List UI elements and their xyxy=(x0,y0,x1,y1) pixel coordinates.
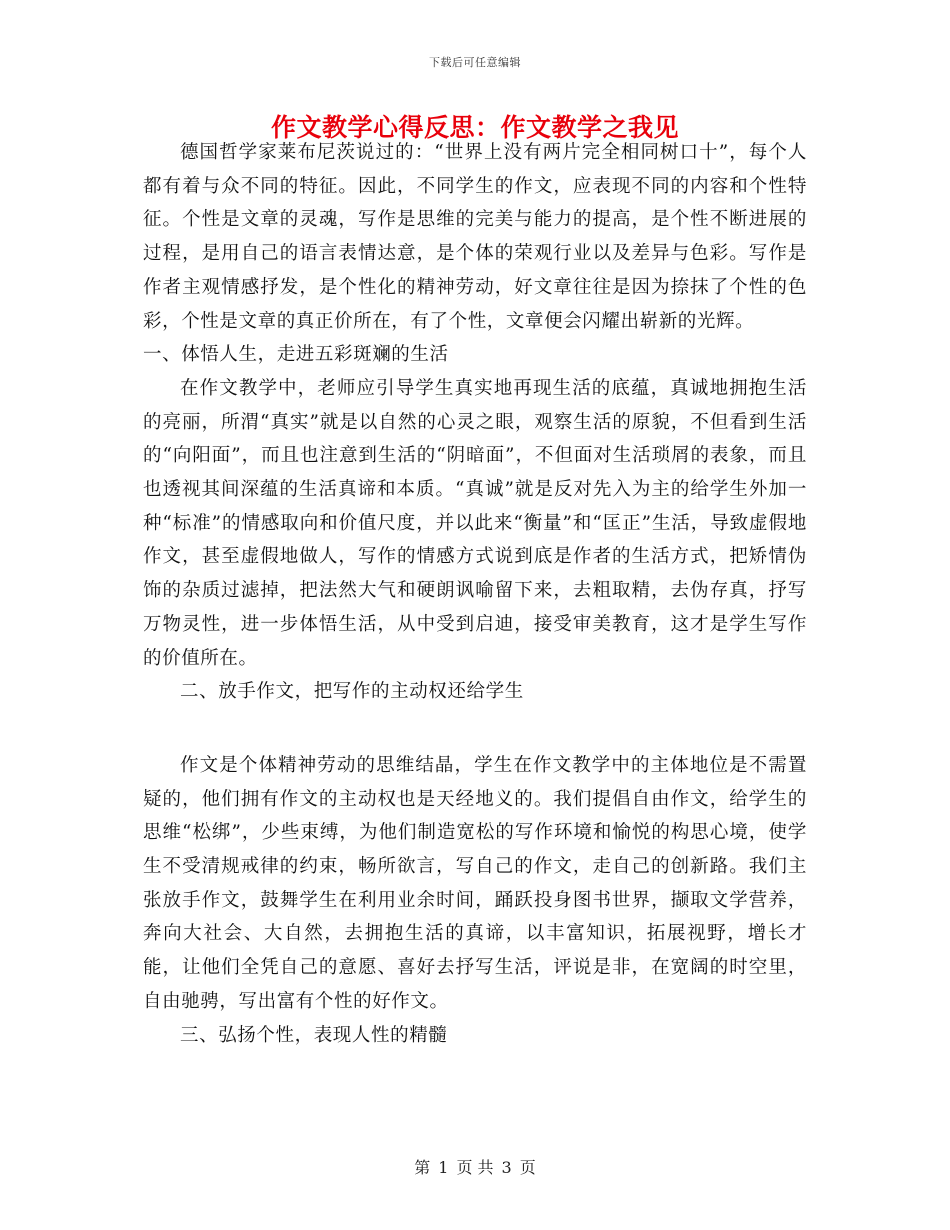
paragraph-gap xyxy=(143,709,807,749)
footer-suffix: 页 xyxy=(519,1158,536,1177)
paragraph-section-1: 在作文教学中，老师应引导学生真实地再现生活的底蕴，真诚地拥抱生活的亮丽，所渭“真实”就是以自然的心灵之眼，观察生活的原貌，不但看到生活的“向阳面”，而且也注意到生活的“阴暗面”，不但面对生活琐屑的表象，而且也透视其间深蕴的生活真谛和本质。“真诚”就是反对先入为主的给学生外加一种“标准”的情感取向和价值尺度，并以此来“衡量”和“匡正”生活，导致虚假地作文，甚至虚假地做人，写作的情感方式说到底是作者的生活方式，把矫情伪饰的杂质过滤掉，把法然大气和硬朗讽喻留下来，去粗取精，去伪存真，抒写万物灵性，进一步体悟生活，从中受到启迪，接受审美教育，这才是学生写作的价值所在。 xyxy=(143,377,807,669)
footer-page-number: 1 xyxy=(438,1158,449,1177)
paragraph-section-2: 作文是个体精神劳动的思维结晶，学生在作文教学中的主体地位是不需置疑的，他们拥有作文的主动权也是天经地义的。我们提倡自由作文，给学生的思维“松绑”，少些束缚，为他们制造宽松的写作环境和愉悦的构思心境，使学生不受清规戒律的约束，畅所欲言，写自己的作文，走自己的创新路。我们主张放手作文，鼓舞学生在利用业余时间，踊跃投身图书世界，撷取文学营养，奔向大社会、大自然，去拥抱生活的真谛，以丰富知识，拓展视野，增长才能，让他们全凭自己的意愿、喜好去抒写生活，评说是非，在宽阔的时空里，自由驰骋，写出富有个性的好作文。 xyxy=(143,754,807,1012)
paragraph-intro: 德国哲学家莱布尼茨说过的：“世界上没有两片完全相同树口十”，每个人都有着与众不同的特征。因此，不同学生的作文，应表现不同的内容和个性特征。个性是文章的灵魂，写作是思维的完美与能力的提高，是个性不断进展的过程，是用自己的语言表情达意，是个体的荣观行业以及差异与色彩。写作是作者主观情感抒发，是个性化的精神劳动，好文章往往是因为捺抹了个性的色彩，个性是文章的真正价所在，有了个性，文章便会闪耀出崭新的光辉。 xyxy=(143,142,807,332)
footer-middle: 页 共 xyxy=(456,1158,494,1177)
header-note: 下载后可任意编辑 xyxy=(429,56,521,69)
section-heading-3: 三、弘扬个性，表现人性的精髓 xyxy=(180,1024,448,1046)
section-heading-1: 一、体悟人生，走进五彩斑斓的生活 xyxy=(143,344,449,366)
document-body xyxy=(143,136,807,1052)
footer-prefix: 第 xyxy=(414,1158,431,1177)
page-footer xyxy=(0,1155,950,1178)
footer-total-pages: 3 xyxy=(501,1158,512,1177)
section-heading-2: 二、放手作文，把写作的主动权还给学生 xyxy=(180,681,524,703)
document-title: 作文教学心得反思：作文教学之我见 xyxy=(270,113,679,142)
